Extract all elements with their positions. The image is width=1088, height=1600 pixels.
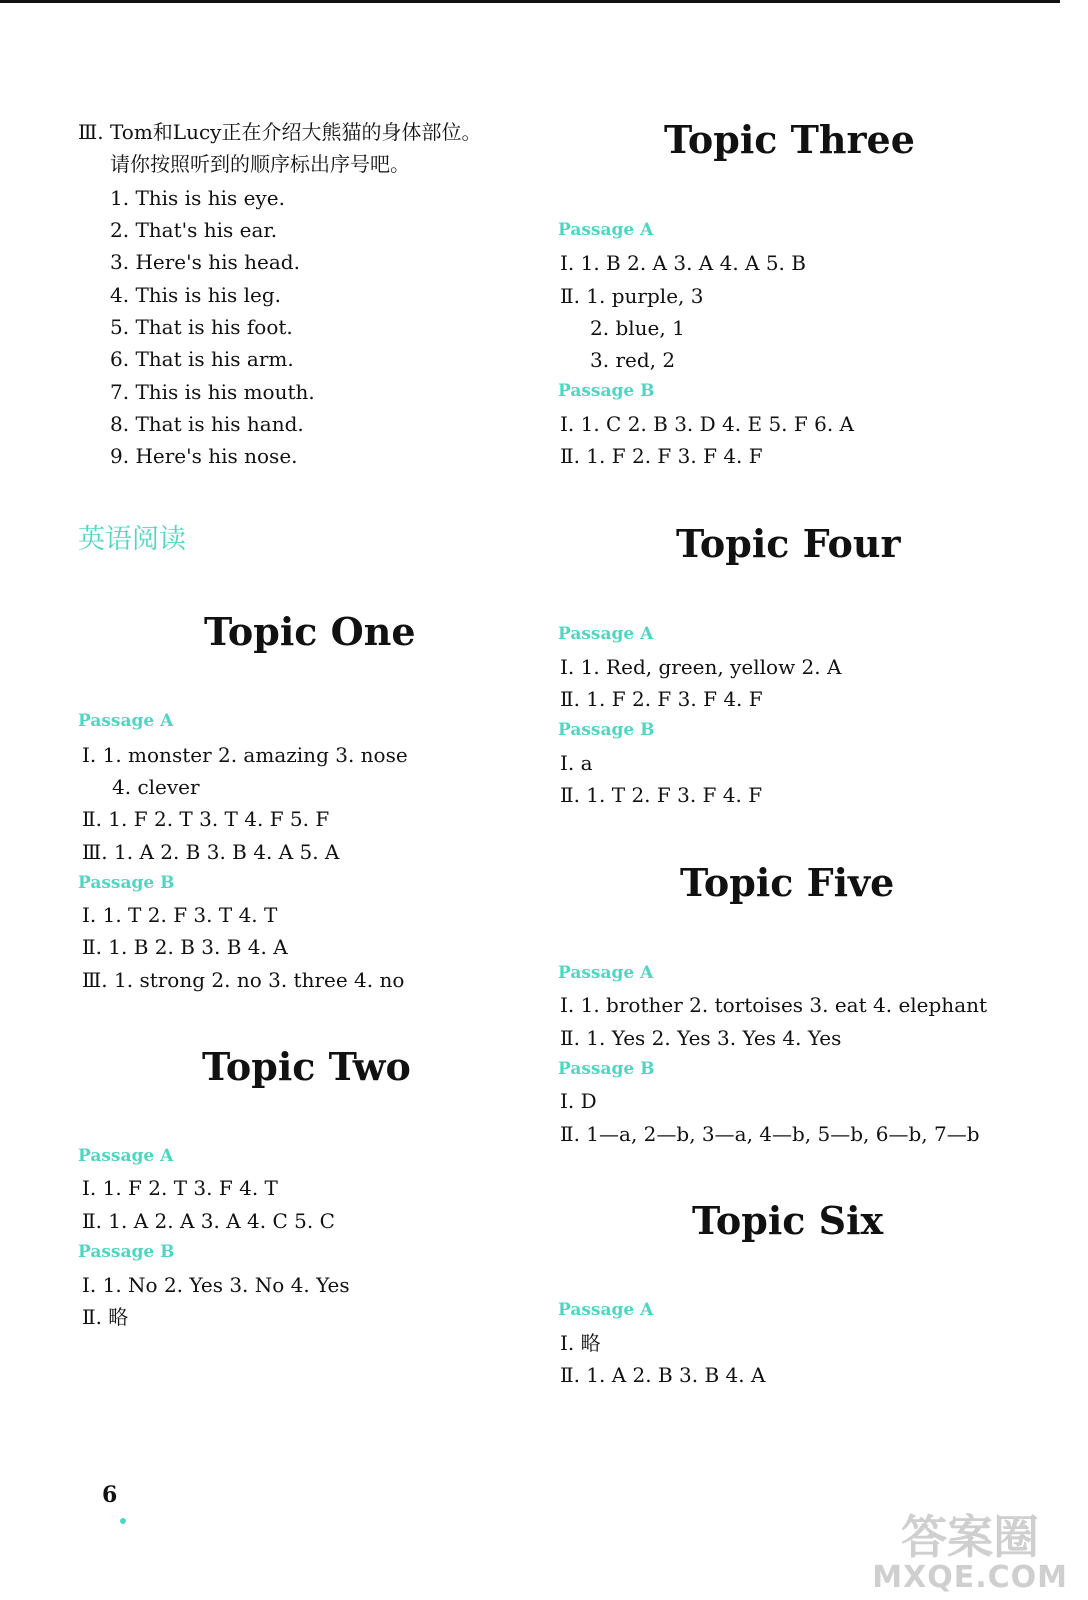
- topic-one-passage-b-label: Passage B: [78, 873, 175, 893]
- topic-two-passage-b-answer: Ⅰ. 1. No 2. Yes 3. No 4. Yes: [82, 1273, 350, 1297]
- topic-five-passage-b-answer: Ⅱ. 1—a, 2—b, 3—a, 4—b, 5—b, 6—b, 7—b: [560, 1122, 980, 1146]
- topic-four-passage-a-answer: Ⅰ. 1. Red, green, yellow 2. A: [560, 655, 842, 679]
- topic-one-passage-a-answer: Ⅰ. 1. monster 2. amazing 3. nose: [82, 743, 408, 767]
- topic-one-passage-b-answer: Ⅱ. 1. B 2. B 3. B 4. A: [82, 935, 288, 959]
- listen-item: 1. This is his eye.: [110, 186, 285, 210]
- listen-item: 7. This is his mouth.: [110, 380, 315, 404]
- watermark-bottom: MXQE.COM: [872, 1560, 1068, 1595]
- topic-five-passage-b-label: Passage B: [558, 1059, 655, 1079]
- topic-four-passage-a-answer: Ⅱ. 1. F 2. F 3. F 4. F: [560, 687, 763, 711]
- topic-six-passage-a-answer: Ⅱ. 1. A 2. B 3. B 4. A: [560, 1363, 766, 1387]
- topic-six-title: Topic Six: [692, 1198, 884, 1243]
- topic-five-passage-a-answer: Ⅱ. 1. Yes 2. Yes 3. Yes 4. Yes: [560, 1026, 842, 1050]
- topic-six-passage-a-label: Passage A: [558, 1300, 654, 1320]
- listen-item: 2. That's his ear.: [110, 218, 278, 242]
- topic-three-passage-b-answer: Ⅰ. 1. C 2. B 3. D 4. E 5. F 6. A: [560, 412, 854, 436]
- watermark: [872, 1512, 1068, 1594]
- topic-two-passage-b-label: Passage B: [78, 1242, 175, 1262]
- topic-two-passage-a-label: Passage A: [78, 1146, 174, 1166]
- topic-one-passage-a-answer: Ⅲ. 1. A 2. B 3. B 4. A 5. A: [82, 840, 340, 864]
- topic-five-passage-b-answer: Ⅰ. D: [560, 1089, 597, 1113]
- listen-heading-line1: Ⅲ. Tom和Lucy正在介绍大熊猫的身体部位。: [78, 120, 482, 144]
- topic-one-passage-a-answer: Ⅱ. 1. F 2. T 3. T 4. F 5. F: [82, 807, 330, 831]
- listen-item: 6. That is his arm.: [110, 347, 294, 371]
- topic-three-passage-a-label: Passage A: [558, 220, 654, 240]
- listen-item: 5. That is his foot.: [110, 315, 293, 339]
- topic-four-passage-b-answer: Ⅱ. 1. T 2. F 3. F 4. F: [560, 783, 763, 807]
- topic-four-passage-b-label: Passage B: [558, 720, 655, 740]
- topic-one-passage-b-answer: Ⅲ. 1. strong 2. no 3. three 4. no: [82, 968, 405, 992]
- listen-item: 9. Here's his nose.: [110, 444, 298, 468]
- topic-one-passage-a-answer: 4. clever: [112, 775, 200, 799]
- topic-two-passage-a-answer: Ⅰ. 1. F 2. T 3. F 4. T: [82, 1176, 278, 1200]
- topic-two-title: Topic Two: [202, 1044, 411, 1089]
- topic-four-passage-b-answer: Ⅰ. a: [560, 751, 593, 775]
- listen-item: 3. Here's his head.: [110, 250, 300, 274]
- listen-item: 8. That is his hand.: [110, 412, 304, 436]
- topic-one-passage-b-answer: Ⅰ. 1. T 2. F 3. T 4. T: [82, 903, 278, 927]
- topic-five-passage-a-label: Passage A: [558, 963, 654, 983]
- topic-three-passage-a-answer: 2. blue, 1: [590, 316, 685, 340]
- topic-three-passage-a-answer: Ⅱ. 1. purple, 3: [560, 284, 704, 308]
- topic-two-passage-b-answer: Ⅱ. 略: [82, 1305, 129, 1329]
- topic-five-passage-a-answer: Ⅰ. 1. brother 2. tortoises 3. eat 4. elephant: [560, 993, 988, 1017]
- topic-five-title: Topic Five: [680, 860, 895, 905]
- topic-three-passage-a-answer: Ⅰ. 1. B 2. A 3. A 4. A 5. B: [560, 251, 806, 275]
- topic-three-title: Topic Three: [664, 117, 915, 162]
- topic-three-passage-b-label: Passage B: [558, 381, 655, 401]
- topic-one-title: Topic One: [204, 609, 416, 654]
- listen-item: 4. This is his leg.: [110, 283, 281, 307]
- topic-one-passage-a-label: Passage A: [78, 711, 174, 731]
- topic-four-title: Topic Four: [676, 521, 901, 566]
- listen-heading-line2: 请你按照听到的顺序标出序号吧。: [110, 152, 410, 176]
- topic-three-passage-a-answer: 3. red, 2: [590, 348, 676, 372]
- topic-three-passage-b-answer: Ⅱ. 1. F 2. F 3. F 4. F: [560, 444, 763, 468]
- topic-six-passage-a-answer: Ⅰ. 略: [560, 1331, 601, 1355]
- decorative-dot: [120, 1518, 126, 1524]
- watermark-top: 答案圈: [901, 1510, 1040, 1564]
- page-number: 6: [102, 1482, 118, 1508]
- topic-two-passage-a-answer: Ⅱ. 1. A 2. A 3. A 4. C 5. C: [82, 1209, 335, 1233]
- top-rule: [0, 0, 1060, 3]
- topic-four-passage-a-label: Passage A: [558, 624, 654, 644]
- reading-section-title: 英语阅读: [78, 524, 186, 555]
